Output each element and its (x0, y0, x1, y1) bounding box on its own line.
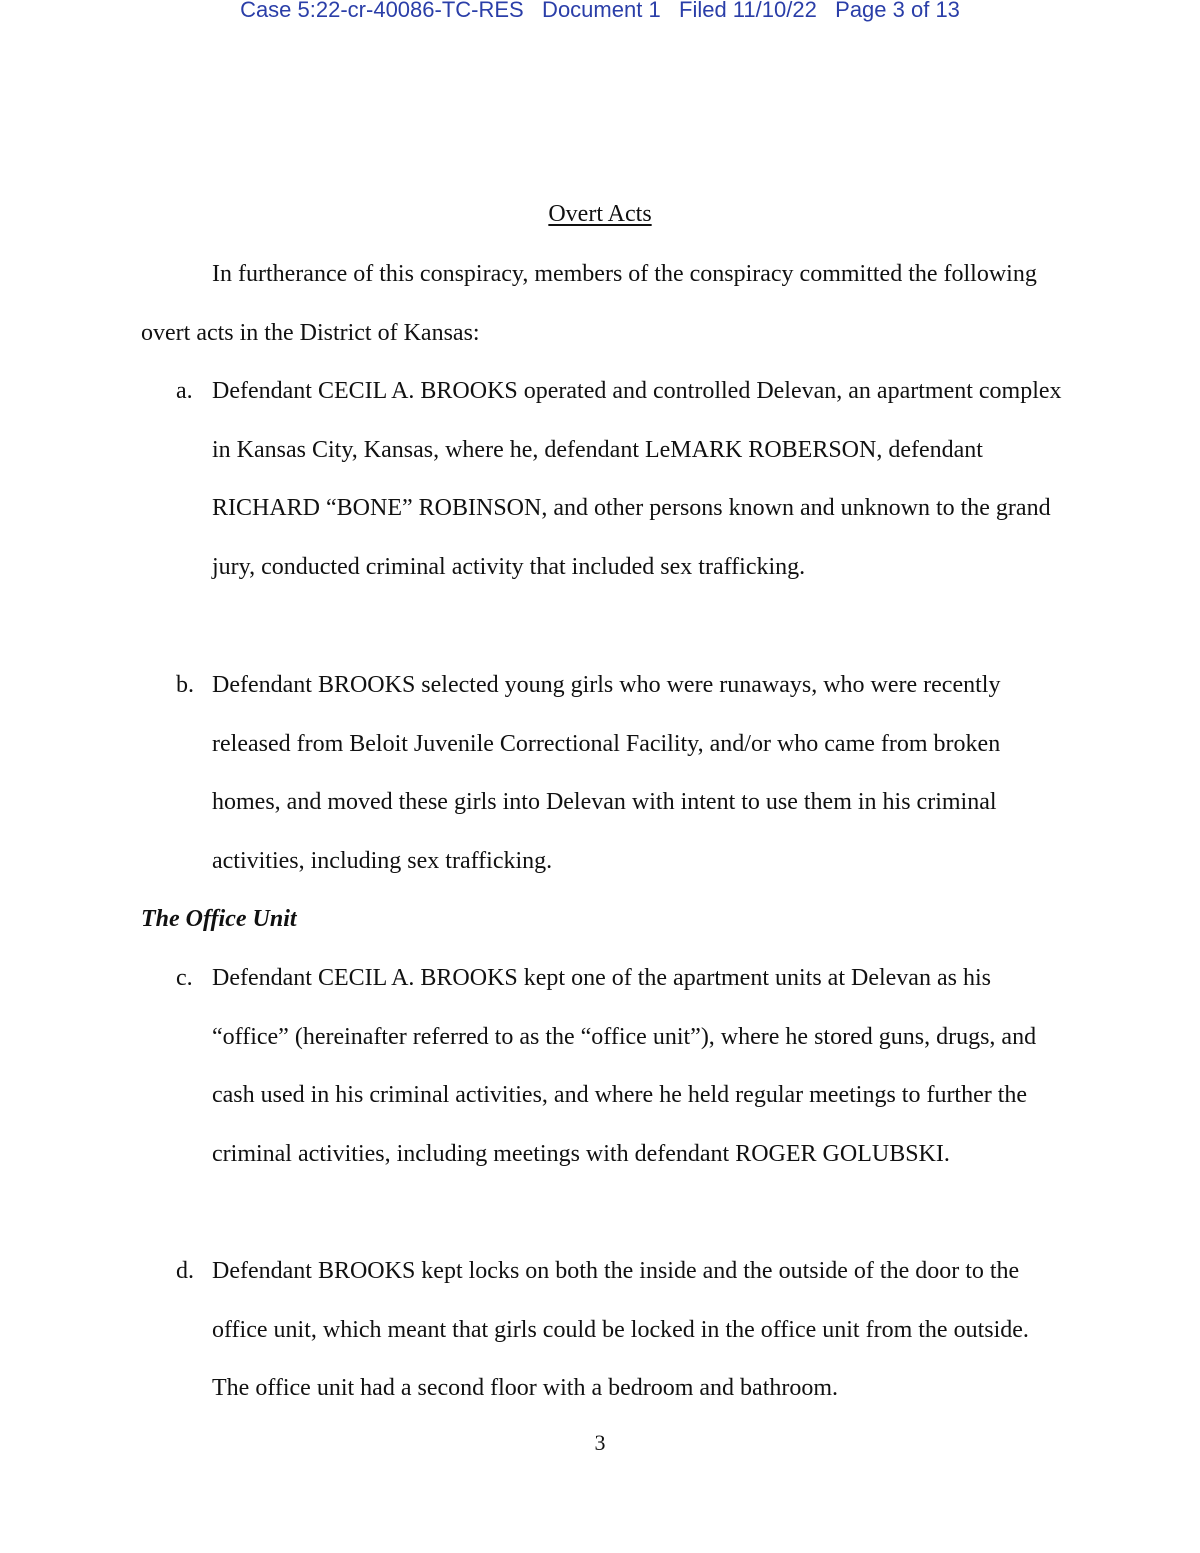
item-marker: b. (176, 672, 194, 698)
section-heading: Overt Acts (548, 201, 652, 227)
item-text: Defendant CECIL A. BROOKS kept one of the apartment units at Delevan as his “office” (hereinafter referred to as the “office unit”), where he stored guns, drugs, and cash used in his criminal activities, and where he held regular meetings to further the criminal activities, including meetings with defendant ROGER GOLUBSKI. (212, 965, 1037, 1168)
item-text: Defendant BROOKS selected young girls who were runaways, who were recently released from Beloit Juvenile Correctional Facility, and/or who came from broken homes, and moved these girls into Delevan with intent to use them in his criminal activities, including sex trafficking. (212, 672, 1001, 875)
intro-paragraph: In furtherance of this conspiracy, members of the conspiracy committed the following overt acts in the District of Kansas: (141, 261, 1037, 346)
ecf-filing-header: Case 5:22-cr-40086-TC-RES Document 1 Filed 11/10/22 Page 3 of 13 (240, 0, 960, 22)
item-text: Defendant BROOKS kept locks on both the inside and the outside of the door to the office unit, which meant that girls could be locked in the office unit from the outside. The office unit had a second floor with a bedroom and bathroom. (212, 1258, 1029, 1402)
item-text: Defendant CECIL A. BROOKS operated and controlled Delevan, an apartment complex in Kansas City, Kansas, where he, defendant LeMARK ROBERSON, defendant RICHARD “BONE” ROBINSON, and other persons known and unknown to the grand jury, conducted criminal activity that included sex trafficking. (212, 378, 1062, 581)
item-marker: d. (176, 1258, 194, 1284)
subheading-office-unit: The Office Unit (141, 906, 297, 932)
item-marker: a. (176, 378, 193, 404)
item-marker: c. (176, 965, 193, 991)
page-number: 3 (594, 1430, 606, 1455)
